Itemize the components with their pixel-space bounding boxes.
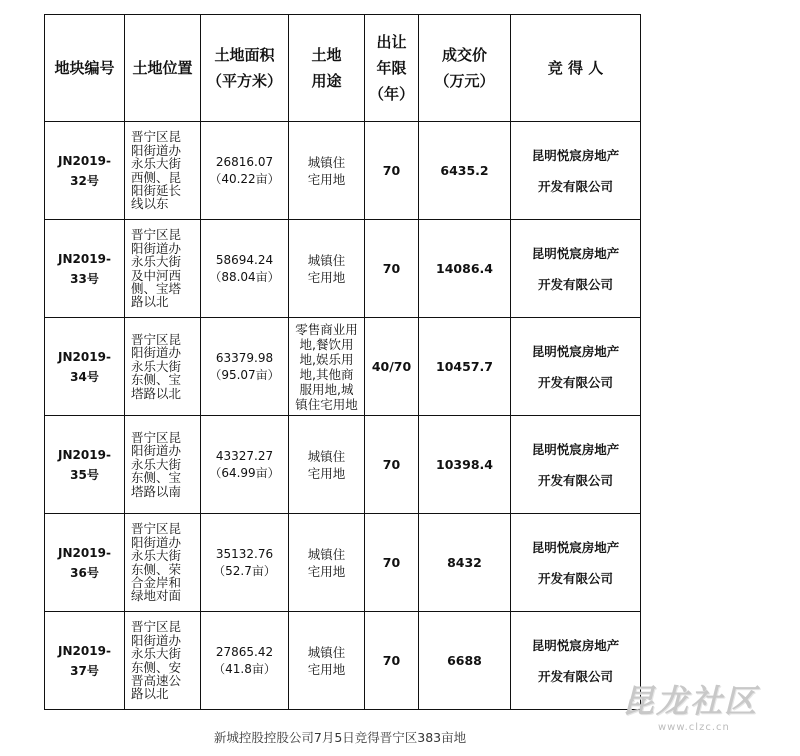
text-line: 成交价 [441,46,487,64]
header-winner [511,15,641,122]
text-line: 西侧、昆 [131,169,182,185]
cell-lease-term: 70 [365,416,419,514]
text-line: （41.8亩） [213,661,276,676]
text-line: 东侧、宝 [131,470,182,486]
cell-winner [511,416,641,514]
header-lease-term [365,15,419,122]
text-line: 城镇住 [307,252,346,268]
text-line: 26816.07 [215,154,274,169]
text-line: 城镇住 [307,448,346,464]
text-line: 阳街道办 [131,240,182,256]
text-line: 城镇住 [307,644,346,660]
cell-price: 6688 [419,612,511,710]
cell-area [201,220,289,318]
cell-land-use [289,612,365,710]
land-auction-table-container [44,14,640,710]
cell-land-use [289,416,365,514]
text-line: 32号 [70,173,99,188]
cell-land-use [289,220,365,318]
cell-area [201,612,289,710]
text-line: 东侧、荣 [131,561,182,577]
cell-location [125,318,201,416]
header-row [45,15,641,122]
text-line: 宅用地 [307,661,346,677]
text-line: 63379.98 [215,350,274,365]
text-line: 晋宁区昆 [131,429,182,445]
text-line: （40.22亩） [209,171,280,186]
text-line: 昆明悦宸房地产 [531,147,620,163]
cell-price: 10457.7 [419,318,511,416]
cell-lease-term: 70 [365,122,419,220]
cell-lease-term: 70 [365,612,419,710]
cell-parcel-id [45,318,125,416]
cell-price: 6435.2 [419,122,511,220]
text-line: 土地位置 [132,59,193,77]
cell-parcel-id [45,122,125,220]
text-line: 土地面积 [214,46,275,64]
text-line: 宅用地 [307,563,346,579]
header-area [201,15,289,122]
text-line: （95.07亩） [209,367,280,382]
cell-area [201,122,289,220]
text-line: （88.04亩） [209,269,280,284]
text-line: 塔路以南 [131,483,182,499]
text-line: 永乐大街 [131,254,182,270]
text-line: 地,餐饮用 [299,336,354,352]
text-line: 侧、宝塔 [131,280,182,296]
cell-winner [511,318,641,416]
text-line: 地,娱乐用 [299,351,354,367]
text-line: 晋高速公 [131,672,182,688]
cell-winner [511,612,641,710]
text-line: 开发有限公司 [537,668,613,684]
text-line: 年限 [376,59,407,77]
cell-land-use [289,318,365,416]
text-line: 镇住宅用地 [295,396,358,412]
table-row [45,612,641,710]
text-line: 昆明悦宸房地产 [531,245,620,261]
text-line: 35132.76 [215,546,274,561]
text-line: （年） [368,85,414,103]
cell-location [125,514,201,612]
text-line: 绿地对面 [131,588,182,604]
cell-land-use [289,122,365,220]
watermark-url: www.clzc.cn [658,722,730,733]
text-line: 晋宁区昆 [131,619,182,635]
text-line: JN2019- [58,251,111,266]
text-line: 37号 [70,663,99,678]
cell-location [125,612,201,710]
cell-parcel-id [45,612,125,710]
header-price [419,15,511,122]
cell-lease-term: 70 [365,220,419,318]
text-line: JN2019- [58,349,111,364]
cell-area [201,318,289,416]
text-line: 宅用地 [307,171,346,187]
text-line: 阳街道办 [131,632,182,648]
text-line: 34号 [70,369,99,384]
text-line: 阳街道办 [131,534,182,550]
cell-area [201,416,289,514]
text-line: （52.7亩） [213,563,276,578]
text-line: 城镇住 [307,546,346,562]
text-line: 永乐大街 [131,358,182,374]
text-line: 零售商业用 [295,321,358,337]
image-caption: 新城控股控股公司7月5日竞得晋宁区383亩地 [213,730,467,745]
cell-land-use [289,514,365,612]
land-auction-table [44,14,641,710]
text-line: 合金岸和 [131,574,182,590]
cell-lease-term: 40/70 [365,318,419,416]
text-line: 用途 [311,72,342,90]
text-line: 及中河西 [131,267,182,283]
text-line: 永乐大街 [131,456,182,472]
text-line: 43327.27 [215,448,274,463]
cell-area [201,514,289,612]
text-line: 晋宁区昆 [131,227,182,243]
text-line: JN2019- [58,153,111,168]
cell-location [125,122,201,220]
text-line: 宅用地 [307,465,346,481]
text-line: 阳街道办 [131,345,182,361]
text-line: 塔路以北 [131,385,182,401]
text-line: 晋宁区昆 [131,129,182,145]
header-location [125,15,201,122]
text-line: 27865.42 [215,644,274,659]
text-line: 阳街道办 [131,443,182,459]
table-row [45,318,641,416]
text-line: 东侧、宝 [131,372,182,388]
cell-location [125,416,201,514]
cell-price: 14086.4 [419,220,511,318]
text-line: （平方米） [206,72,282,90]
text-line: 昆明悦宸房地产 [531,343,620,359]
text-line: 阳街延长 [131,182,182,198]
text-line: 36号 [70,565,99,580]
text-line: JN2019- [58,545,111,560]
cell-parcel-id [45,514,125,612]
text-line: （64.99亩） [209,465,280,480]
text-line: 东侧、安 [131,659,182,675]
cell-winner [511,122,641,220]
text-line: 昆明悦宸房地产 [531,637,620,653]
text-line: 58694.24 [215,252,274,267]
text-line: 开发有限公司 [537,374,613,390]
text-line: 33号 [70,271,99,286]
cell-winner [511,220,641,318]
text-line: （万元） [434,72,495,90]
text-line: 线以东 [131,196,169,212]
table-row [45,416,641,514]
cell-price: 8432 [419,514,511,612]
site-watermark [622,676,792,740]
text-line: 路以北 [131,294,169,310]
cell-parcel-id [45,416,125,514]
cell-parcel-id [45,220,125,318]
text-line: 晋宁区昆 [131,521,182,537]
cell-location [125,220,201,318]
text-line: 永乐大街 [131,646,182,662]
header-land-use [289,15,365,122]
cell-price: 10398.4 [419,416,511,514]
table-row [45,122,641,220]
text-line: 土地 [311,46,342,64]
text-line: 开发有限公司 [537,178,613,194]
text-line: 地,其他商 [299,366,354,382]
cell-winner [511,514,641,612]
watermark-logo-text: 昆龙社区 [622,682,759,720]
text-line: 路以北 [131,686,169,702]
text-line: 永乐大街 [131,156,182,172]
text-line: 宅用地 [307,269,346,285]
text-line: 出让 [376,33,407,51]
text-line: 昆明悦宸房地产 [531,539,620,555]
text-line: 永乐大街 [131,548,182,564]
text-line: 服用地,城 [299,381,354,397]
text-line: 城镇住 [307,154,346,170]
table-row [45,514,641,612]
text-line: 35号 [70,467,99,482]
cell-lease-term: 70 [365,514,419,612]
text-line: 开发有限公司 [537,570,613,586]
text-line: JN2019- [58,643,111,658]
header-parcel-id [45,15,125,122]
table-row [45,220,641,318]
text-line: 地块编号 [54,59,115,77]
text-line: 竞 得 人 [547,59,604,77]
text-line: 昆明悦宸房地产 [531,441,620,457]
text-line: 晋宁区昆 [131,331,182,347]
text-line: 开发有限公司 [537,472,613,488]
text-line: 开发有限公司 [537,276,613,292]
text-line: JN2019- [58,447,111,462]
text-line: 阳街道办 [131,142,182,158]
